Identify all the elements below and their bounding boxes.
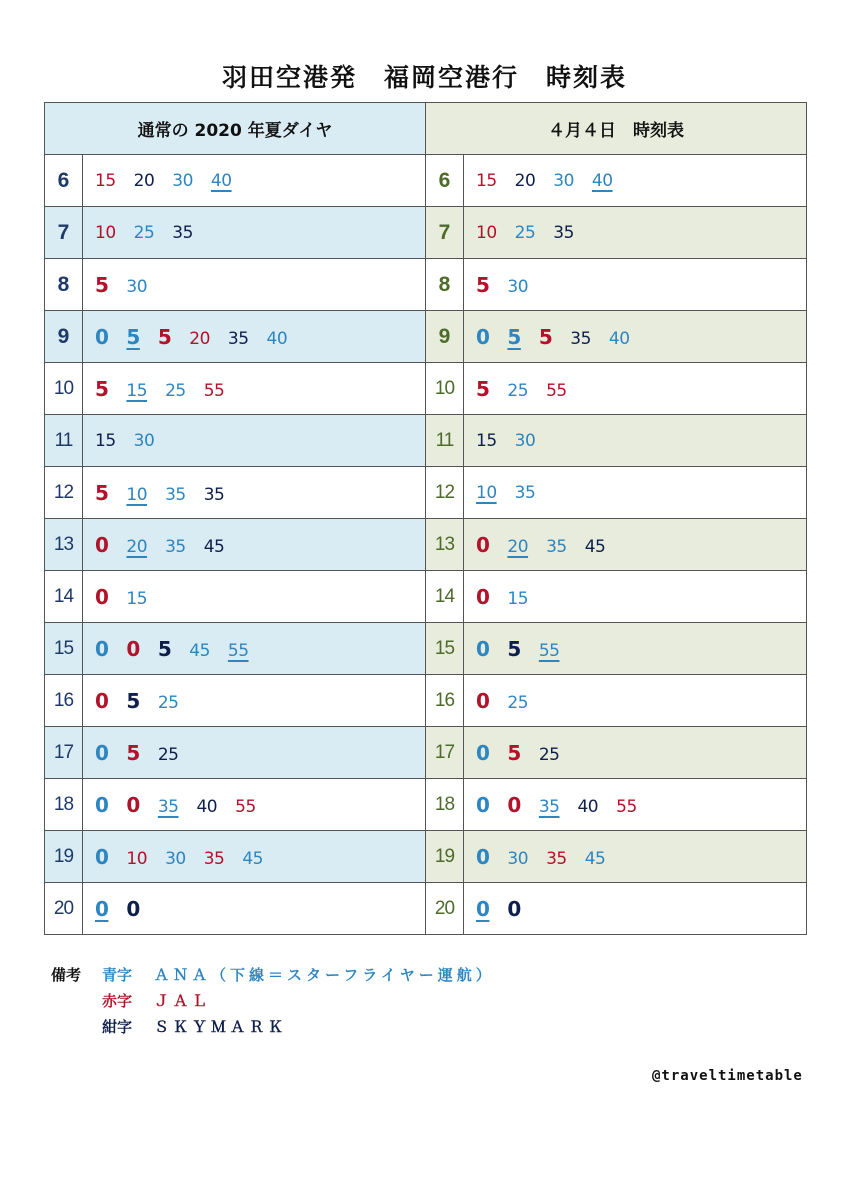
departure-minute: 5 xyxy=(507,740,521,765)
left-hour-cell: 18 xyxy=(45,779,83,831)
left-hour-cell: 13 xyxy=(45,519,83,571)
departure-minute: 15 xyxy=(95,430,116,451)
right-hour-cell: 16 xyxy=(426,675,464,727)
departure-minute: 40 xyxy=(577,796,599,817)
departure-minute: 55 xyxy=(235,796,256,817)
departure-minute: 0 xyxy=(476,896,490,921)
departure-minute: 45 xyxy=(584,536,606,557)
departure-minute: 20 xyxy=(189,328,210,349)
departure-minute: 30 xyxy=(172,170,193,191)
departure-minute: 35 xyxy=(514,482,536,503)
departure-minute: 40 xyxy=(591,170,613,191)
departure-minute: 5 xyxy=(126,324,140,349)
right-minutes-cell xyxy=(464,727,807,779)
timetable-row xyxy=(45,623,807,675)
departure-minute: 45 xyxy=(242,848,263,869)
left-hour-cell: 10 xyxy=(45,363,83,415)
timetable-row xyxy=(45,675,807,727)
departure-minute: 0 xyxy=(95,584,109,609)
departure-minute: 35 xyxy=(227,328,249,349)
departure-minute: 0 xyxy=(95,688,109,713)
notes-value-skymark: ＳＫＹＭＡＲＫ xyxy=(154,1018,288,1036)
notes-value-ana: ＡＮＡ（下線＝スターフライヤー運航） xyxy=(154,966,495,984)
left-minutes-cell xyxy=(83,415,426,467)
timetable-row xyxy=(45,571,807,623)
departure-minute: 55 xyxy=(203,380,225,401)
departure-minute: 55 xyxy=(616,796,637,817)
departure-minute: 15 xyxy=(126,380,148,401)
departure-minute: 20 xyxy=(126,536,148,557)
departure-minute: 35 xyxy=(165,484,186,505)
departure-minute: 40 xyxy=(266,328,288,349)
left-minutes-cell xyxy=(83,623,426,675)
right-minutes-cell xyxy=(464,831,807,883)
departure-minute: 5 xyxy=(157,324,172,349)
departure-minute: 0 xyxy=(476,636,490,661)
departure-minute: 40 xyxy=(196,796,218,817)
left-hour-cell: 19 xyxy=(45,831,83,883)
departure-minute: 30 xyxy=(553,170,574,191)
departure-minute: 10 xyxy=(126,848,148,869)
departure-minute: 0 xyxy=(126,636,140,661)
departure-minute: 5 xyxy=(95,480,109,505)
right-hour-cell: 17 xyxy=(426,727,464,779)
departure-minute: 10 xyxy=(476,482,497,503)
departure-minute: 35 xyxy=(538,796,560,817)
right-hour-cell: 18 xyxy=(426,779,464,831)
left-minutes-cell xyxy=(83,155,426,207)
departure-minute: 55 xyxy=(227,640,249,661)
notes-key-ana: 青字 xyxy=(102,966,133,984)
departure-minute: 15 xyxy=(476,430,497,451)
departure-minute: 30 xyxy=(507,848,529,869)
left-hour-cell: 11 xyxy=(45,415,83,467)
departure-minute: 35 xyxy=(546,536,567,557)
notes xyxy=(51,962,495,1040)
right-hour-cell: 11 xyxy=(426,415,464,467)
right-minutes-cell xyxy=(464,779,807,831)
timetable-row xyxy=(45,519,807,571)
left-minutes-cell xyxy=(83,259,426,311)
departure-minute: 5 xyxy=(507,324,521,349)
left-hour-cell: 8 xyxy=(45,259,83,311)
timetable-header-row xyxy=(45,103,807,155)
timetable-row xyxy=(45,467,807,519)
departure-minute: 5 xyxy=(507,636,521,661)
right-hour-cell: 10 xyxy=(426,363,464,415)
left-minutes-cell xyxy=(83,311,426,363)
departure-minute: 25 xyxy=(507,692,529,713)
departure-minute: 0 xyxy=(126,896,140,921)
departure-minute: 45 xyxy=(203,536,225,557)
departure-minute: 30 xyxy=(507,276,529,297)
departure-minute: 35 xyxy=(570,328,591,349)
departure-minute: 35 xyxy=(172,222,193,243)
departure-minute: 40 xyxy=(608,328,630,349)
departure-minute: 0 xyxy=(507,792,521,817)
departure-minute: 30 xyxy=(165,848,186,869)
left-minutes-cell xyxy=(83,883,426,935)
timetable-row xyxy=(45,883,807,935)
notes-row-skymark xyxy=(51,1014,495,1040)
right-minutes-cell xyxy=(464,883,807,935)
right-minutes-cell xyxy=(464,623,807,675)
departure-minute: 0 xyxy=(476,584,490,609)
right-hour-cell: 6 xyxy=(426,155,464,207)
right-hour-cell: 19 xyxy=(426,831,464,883)
departure-minute: 0 xyxy=(476,532,490,557)
notes-value-jal: ＪＡＬ xyxy=(154,992,212,1010)
right-hour-cell: 8 xyxy=(426,259,464,311)
departure-minute: 15 xyxy=(126,588,148,609)
timetable-row xyxy=(45,363,807,415)
departure-minute: 5 xyxy=(95,272,109,297)
left-minutes-cell xyxy=(83,467,426,519)
departure-minute: 0 xyxy=(476,688,490,713)
departure-minute: 35 xyxy=(546,848,567,869)
left-hour-cell: 20 xyxy=(45,883,83,935)
departure-minute: 55 xyxy=(546,380,567,401)
notes-key-skymark: 紺字 xyxy=(102,1018,133,1036)
departure-minute: 5 xyxy=(476,376,490,401)
left-minutes-cell xyxy=(83,571,426,623)
departure-minute: 10 xyxy=(126,484,148,505)
departure-minute: 35 xyxy=(165,536,186,557)
departure-minute: 35 xyxy=(157,796,179,817)
notes-key-jal: 赤字 xyxy=(102,992,133,1010)
departure-minute: 0 xyxy=(476,324,490,349)
left-hour-cell: 6 xyxy=(45,155,83,207)
departure-minute: 25 xyxy=(507,380,529,401)
departure-minute: 25 xyxy=(133,222,155,243)
right-hour-cell: 13 xyxy=(426,519,464,571)
left-hour-cell: 9 xyxy=(45,311,83,363)
timetable-row xyxy=(45,831,807,883)
departure-minute: 0 xyxy=(95,324,109,349)
departure-minute: 5 xyxy=(126,740,140,765)
departure-minute: 0 xyxy=(95,792,109,817)
departure-minute: 0 xyxy=(507,896,521,921)
timetable-row xyxy=(45,259,807,311)
departure-minute: 25 xyxy=(157,744,179,765)
departure-minute: 45 xyxy=(584,848,606,869)
departure-minute: 0 xyxy=(95,740,109,765)
left-hour-cell: 14 xyxy=(45,571,83,623)
departure-minute: 35 xyxy=(203,484,225,505)
right-hour-cell: 9 xyxy=(426,311,464,363)
departure-minute: 5 xyxy=(538,324,553,349)
right-minutes-cell xyxy=(464,259,807,311)
right-minutes-cell xyxy=(464,519,807,571)
departure-minute: 45 xyxy=(189,640,210,661)
departure-minute: 25 xyxy=(538,744,560,765)
departure-minute: 40 xyxy=(210,170,232,191)
left-minutes-cell xyxy=(83,831,426,883)
left-minutes-cell xyxy=(83,207,426,259)
timetable-row xyxy=(45,311,807,363)
departure-minute: 25 xyxy=(157,692,179,713)
left-minutes-cell xyxy=(83,675,426,727)
left-minutes-cell xyxy=(83,779,426,831)
right-minutes-cell xyxy=(464,571,807,623)
left-minutes-cell xyxy=(83,727,426,779)
departure-minute: 0 xyxy=(476,792,490,817)
departure-minute: 0 xyxy=(476,740,490,765)
left-hour-cell: 15 xyxy=(45,623,83,675)
timetable-row xyxy=(45,207,807,259)
departure-minute: 30 xyxy=(514,430,536,451)
right-minutes-cell xyxy=(464,207,807,259)
timetable-row xyxy=(45,727,807,779)
departure-minute: 5 xyxy=(126,688,140,713)
right-minutes-cell xyxy=(464,155,807,207)
right-hour-cell: 20 xyxy=(426,883,464,935)
notes-row-ana xyxy=(51,962,495,988)
right-hour-cell: 12 xyxy=(426,467,464,519)
departure-minute: 10 xyxy=(95,222,116,243)
header-april-4-schedule: ４月４日 時刻表 xyxy=(426,103,807,155)
left-hour-cell: 16 xyxy=(45,675,83,727)
timetable-row xyxy=(45,415,807,467)
departure-minute: 55 xyxy=(538,640,560,661)
right-hour-cell: 15 xyxy=(426,623,464,675)
departure-minute: 20 xyxy=(133,170,155,191)
left-hour-cell: 17 xyxy=(45,727,83,779)
timetable-row xyxy=(45,779,807,831)
departure-minute: 0 xyxy=(476,844,490,869)
right-hour-cell: 14 xyxy=(426,571,464,623)
right-minutes-cell xyxy=(464,311,807,363)
departure-minute: 35 xyxy=(203,848,225,869)
departure-minute: 0 xyxy=(95,532,109,557)
departure-minute: 15 xyxy=(507,588,529,609)
left-minutes-cell xyxy=(83,519,426,571)
right-minutes-cell xyxy=(464,363,807,415)
right-minutes-cell xyxy=(464,467,807,519)
departure-minute: 25 xyxy=(165,380,186,401)
right-hour-cell: 7 xyxy=(426,207,464,259)
departure-minute: 10 xyxy=(476,222,497,243)
departure-minute: 0 xyxy=(126,792,140,817)
timetable-row xyxy=(45,155,807,207)
timetable xyxy=(44,102,807,935)
departure-minute: 20 xyxy=(507,536,529,557)
departure-minute: 15 xyxy=(476,170,497,191)
departure-minute: 20 xyxy=(514,170,536,191)
left-hour-cell: 7 xyxy=(45,207,83,259)
left-hour-cell: 12 xyxy=(45,467,83,519)
left-minutes-cell xyxy=(83,363,426,415)
departure-minute: 0 xyxy=(95,844,109,869)
page-title: 羽田空港発 福岡空港行 時刻表 xyxy=(221,63,627,92)
departure-minute: 0 xyxy=(95,896,109,921)
departure-minute: 15 xyxy=(95,170,116,191)
departure-minute: 30 xyxy=(133,430,155,451)
header-regular-schedule: 通常の 2020 年夏ダイヤ xyxy=(45,103,426,155)
departure-minute: 25 xyxy=(514,222,536,243)
departure-minute: 5 xyxy=(157,636,172,661)
departure-minute: 30 xyxy=(126,276,148,297)
departure-minute: 35 xyxy=(553,222,574,243)
departure-minute: 5 xyxy=(95,376,109,401)
credit-handle: @traveltimetable xyxy=(652,1068,803,1084)
notes-row-jal xyxy=(51,988,495,1014)
notes-label: 備考 xyxy=(51,966,82,984)
departure-minute: 5 xyxy=(476,272,490,297)
departure-minute: 0 xyxy=(95,636,109,661)
right-minutes-cell xyxy=(464,415,807,467)
right-minutes-cell xyxy=(464,675,807,727)
